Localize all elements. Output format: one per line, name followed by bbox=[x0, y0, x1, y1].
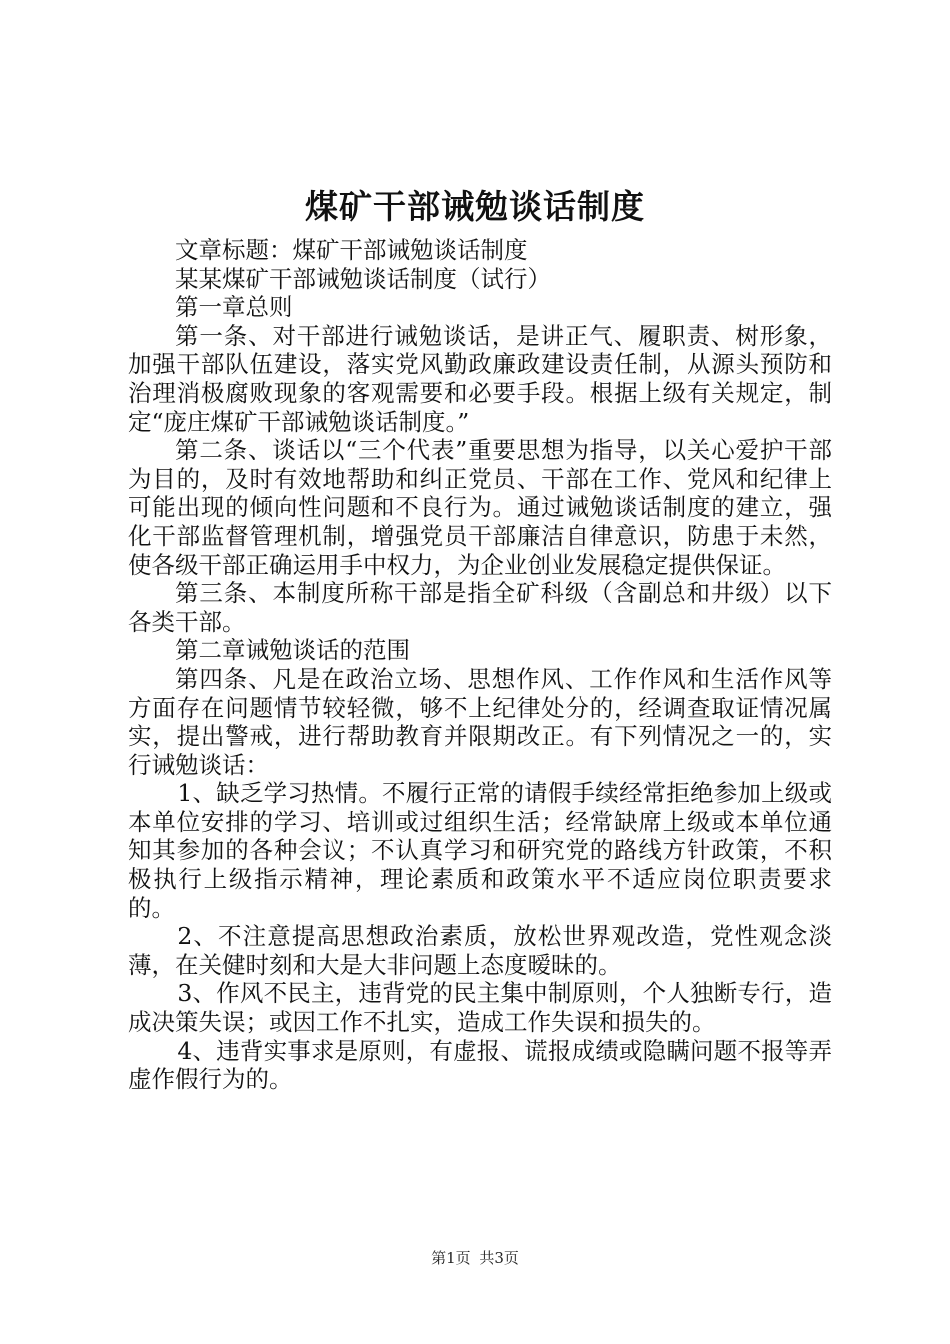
subtitle-line: 某某煤矿干部诫勉谈话制度（试行） bbox=[175, 264, 551, 293]
list-item: 2、不注意提高思想政治素质，放松世界观改造，党性观念淡薄，在关健时刻和大是大非问题上态度暧昧的。 bbox=[128, 922, 832, 979]
article-paragraph: 第一条、对干部进行诫勉谈话，是讲正气、履职责、树形象，加强干部队伍建设，落实党风勤政廉政建设责任制，从源头预防和治理消极腐败现象的客观需要和必要手段。根据上级有关规定，制定“庞庄煤矿干部诫勉谈话制度。” bbox=[128, 321, 832, 436]
document-title: 煤矿干部诫勉谈话制度 bbox=[305, 187, 645, 226]
list-item: 3、作风不民主，违背党的民主集中制原则，个人独断专行，造成决策失误；或因工作不扎实，造成工作失误和损失的。 bbox=[128, 979, 832, 1037]
article-paragraph: 第二条、谈话以“三个代表”重要思想为指导，以关心爱护干部为目的，及时有效地帮助和纠正党员、干部在工作、党风和纪律上可能出现的倾向性问题和不良行为。通过诫勉谈话制度的建立，强化干部监督管理机制，增强党员干部廉洁自律意识，防患于未然，使各级干部正确运用手中权力，为企业创业发展稳定提供保证。 bbox=[128, 436, 832, 579]
chapter-heading: 第一章总则 bbox=[175, 293, 293, 322]
page-number: 第1页 bbox=[431, 1249, 471, 1267]
page-total: 共3页 bbox=[479, 1249, 519, 1267]
chapter-heading: 第二章诫勉谈话的范围 bbox=[175, 636, 410, 665]
page-footer bbox=[0, 1248, 950, 1268]
article-paragraph: 第四条、凡是在政治立场、思想作风、工作作风和生活作风等方面存在问题情节较轻微，够不上纪律处分的，经调查取证情况属实，提出警戒，进行帮助教育并限期改正。有下列情况之一的，实行诫勉谈话： bbox=[128, 664, 832, 779]
list-item: 1、缺乏学习热情。不履行正常的请假手续经常拒绝参加上级或本单位安排的学习、培训或过组织生活；经常缺席上级或本单位通知其参加的各种会议；不认真学习和研究党的路线方针政策，不积极执行上级指示精神，理论素质和政策水平不适应岗位职责要求的。 bbox=[128, 779, 832, 922]
list-item: 4、违背实事求是原则，有虚报、谎报成绩或隐瞒问题不报等弄虚作假行为的。 bbox=[128, 1036, 832, 1094]
article-paragraph: 第三条、本制度所称干部是指全矿科级（含副总和井级）以下各类干部。 bbox=[128, 579, 832, 636]
article-title-line: 文章标题：煤矿干部诫勉谈话制度 bbox=[175, 236, 528, 264]
document-body bbox=[128, 236, 832, 1094]
